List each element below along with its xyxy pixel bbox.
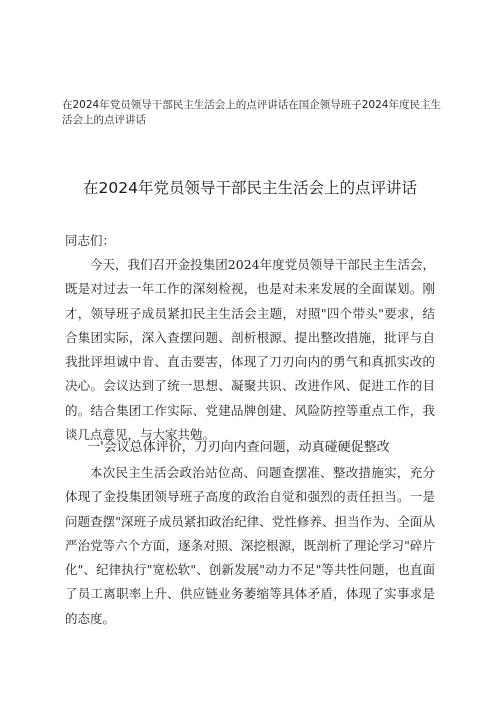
file-title: 在2024年党员领导干部民主生活会上的点评讲话在国企领导班子2024年度民主生活会上的点评讲话 [62,99,441,126]
section-heading-one: 一'会议总体评价，刀刃向内查问题，动真碰硬促整改 [87,440,390,455]
paragraph-evaluation: 本次民主生活会政治站位高、问题查摆准、整改措施实，充分体现了金投集团领导班子高度的政治自觉和强烈的责任担当。一是问题查摆"深班子成员紧扣政治纪律、党性修养、担当作为、全面从严治党等六个方面，逐条对照、深挖根源，既剖析了理论学习"碎片化"、纪律执行"宽松软"、创新发展"动力不足"等共性问题，也直面了员工离职率上升、供应链业务萎缩等具体矛盾，体现了实事求是的态度。 [65,465,435,626]
salutation: 同志们： [65,233,116,248]
speech-heading: 在2024年党员领导干部民主生活会上的点评讲话 [83,179,417,197]
paragraph-intro: 今天，我们召开金投集团2024年度党员领导干部民主生活会，既是对过去一年工作的深刻检视，也是对未来发展的全面谋划。刚才，领导班子成员紧扣民主生活会主题，对照"四个带头"要求，结合集团实际，深入查摆问题、剖析根源、提出整改措施，批评与自我批评坦诚中肯、直击要害，体现了刀刃向内的勇气和真抓实改的决心。会议达到了统一思想、凝聚共识、改进作风、促进工作的目的。结合集团工作实际、党建品牌创建、风险防控等重点工作，我谈几点意见，与大家共勉。 [65,257,435,443]
